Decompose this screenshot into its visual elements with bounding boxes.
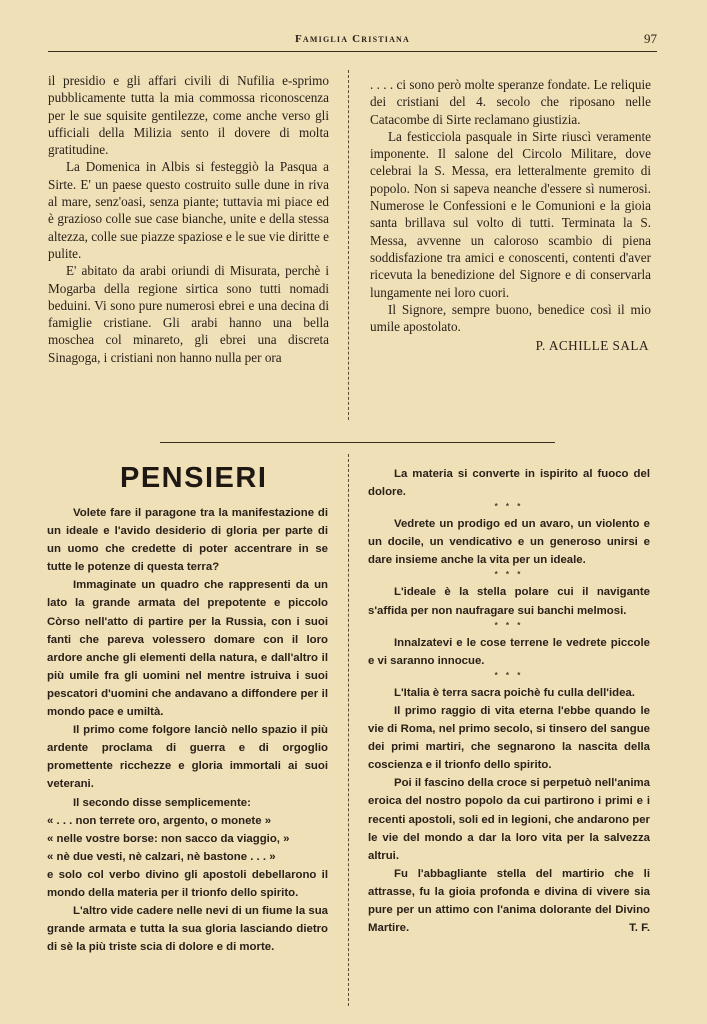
column-divider-bottom (348, 454, 349, 1006)
magazine-title: Famiglia Cristiana (294, 33, 411, 45)
pensieri-paragraph: Il primo come folgore lanciò nello spazio il più ardente proclama di guerra e di orgoglio promettente ricchezze e gloria immortali ai suoi veterani. (47, 724, 328, 791)
running-head (48, 33, 657, 52)
thought-item: Vedrete un prodigo ed un avaro, un violento e un docile, un vendicativo e un generoso unirsi e dare insieme anche la vita per un ideale. (368, 518, 650, 567)
pensieri-paragraph: Immaginate un quadro che rappresenti da un lato la grande armata del prepotente e piccolo Còrso nell'atto di partire per la Russia, con i suoi fanti che pareva volessero domare con il loro ardore anche gli elementi della natura, e dall'altro il più umile fra gli uomini nel mentre istruiva i suoi pescatori d'uomini che andavano a diffondere per il mondo pace e umiltà. (47, 579, 328, 719)
article-left-column (48, 72, 329, 366)
asterism-separator: * * * (494, 570, 524, 580)
thought-item: Il primo raggio di vita eterna l'ebbe quando le vie di Roma, nel primo secolo, si tinsero del sangue dei primi martiri, che segnarono la nascita della coscienza e il trionfo dello spirito. (368, 704, 650, 772)
page-number: 97 (644, 31, 657, 46)
thought-item: La materia si converte in ispirito al fuoco del dolore. (368, 468, 650, 499)
section-divider (160, 442, 555, 443)
pensieri-paragraph: L'altro vide cadere nelle nevi di un fiume la sua grande armata e tutta la sua gloria lasciando dietro di sè la più triste scia di dolore e di morte. (47, 905, 328, 954)
thought-item: Innalzatevi e le cose terrene le vedrete piccole e vi saranno innocue. (368, 636, 650, 667)
article-paragraph: La Domenica in Albis si festeggiò la Pasqua a Sirte. E' un paese questo costruito sulle dune in riva al mare, senz'oasi, senza piante; tuttavia mi piace ed è grazioso colle sue case bianche, unite e della stessa altezza, colle sue piazze spaziose e le sue vie diritte e pulite. (48, 159, 329, 261)
article-paragraph: La festicciola pasquale in Sirte riuscì veramente imponente. Il salone del Circolo Militare, dove celebrai la S. Messa, era letteralmente gremito di popolo. Non si sapeva neanche d'essere sì numerosi. Numerose le Confessioni e le Comunioni e la gioia santa brillava sul volto di tutti. Terminata la S. Messa, avvenne un caloroso scambio di piena soddisfazione tra amici e conoscenti, contenti d'aver ricevuta la benedizione del Signore e di conservarla lungamente nei loro cuori. (370, 128, 651, 300)
pensieri-paragraph: Il secondo disse semplicemente: (73, 796, 251, 809)
pensieri-paragraph: Volete fare il paragone tra la manifestazione di un ideale e l'avido desiderio di gloria per parte di un uomo che credette di poter accentrare in se tutte le potenze di questa terra? (47, 507, 328, 574)
section-heading: PENSIERI (120, 462, 268, 494)
article-paragraph: E' abitato da arabi oriundi di Misurata, perchè i Mogarba della regione sirtica sono tutti nomadi beduini. Vi sono pure numerosi ebrei e una decina di famiglie cristiane. Gli arabi hanno una bella moschea col minareto, gli ebrei una discreta Sinagoga, i cristiani non hanno nulla per ora (48, 263, 329, 365)
gospel-quote-line: « . . . non terrete oro, argento, o monete » (47, 814, 272, 827)
thought-item: Fu l'abbagliante stella del martirio che li attrasse, fu la gioia profonda e divina di vivere sia pure per un attimo con l'anima dolorante del Divino Martire. (368, 867, 650, 935)
thought-item: Poi il fascino della croce si perpetuò nell'anima eroica del nostro popolo da cui partirono i primi e i recenti apostoli, soli ed in legioni, che andarono per le vie del mondo a dar la loro vita per la salvezza altrui. (368, 777, 650, 862)
article-paragraph: . . . . ci sono però molte speranze fondate. Le reliquie dei cristiani del 4. secolo che riposano nelle Catacombe di Sirte reclamano giustizia. (370, 77, 651, 127)
author-initials: T. F. (629, 922, 650, 935)
thought-item: L'ideale è la stella polare cui il navigante s'affida per non naufragare sui banchi melmosi. (368, 586, 650, 617)
asterism-separator: * * * (494, 502, 524, 512)
author-signature: P. ACHILLE SALA (535, 338, 649, 354)
article-paragraph: Il Signore, sempre buono, benedice così il mio umile apostolato. (370, 301, 651, 335)
thought-item: L'Italia è terra sacra poichè fu culla dell'idea. (394, 686, 635, 699)
asterism-separator: * * * (494, 670, 524, 680)
pensieri-right-column (368, 465, 650, 937)
asterism-separator: * * * (494, 620, 524, 630)
article-paragraph: il presidio e gli affari civili di Nufilia e-sprimo pubblicamente tutta la mia commossa riconoscenza per le sue squisite gentilezze, come anche verso gli ufficiali della Milizia sento il dovere di molta gratitudine. (48, 73, 329, 158)
column-divider-top (348, 70, 349, 420)
article-right-column (370, 76, 651, 355)
gospel-quote-line: « nelle vostre borse: non sacco da viaggio, » (47, 832, 290, 845)
pensieri-paragraph: e solo col verbo divino gli apostoli debellarono il mondo della materia per il trionfo dello spirito. (47, 868, 328, 899)
gospel-quote-line: « nè due vesti, nè calzari, nè bastone . . . » (47, 850, 276, 863)
pensieri-left-column (47, 504, 328, 956)
